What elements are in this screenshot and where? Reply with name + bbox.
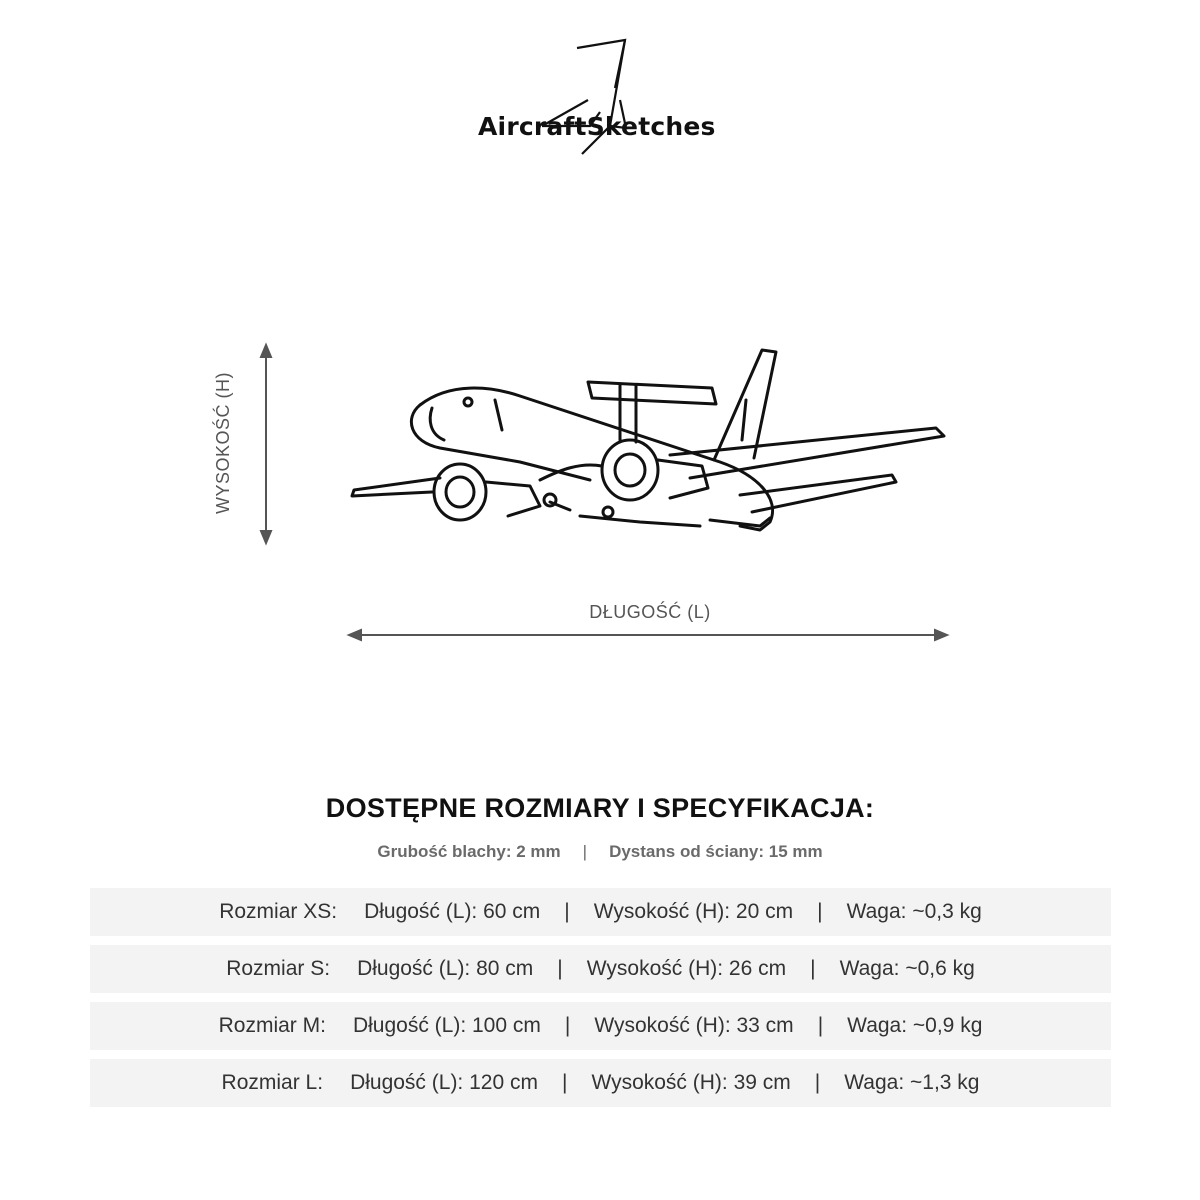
wall-distance: Dystans od ściany: 15 mm xyxy=(609,842,823,861)
size-height: Wysokość (H): 26 cm xyxy=(586,957,787,980)
separator: | xyxy=(557,957,563,980)
aircraft-silhouette-icon xyxy=(340,330,960,560)
size-weight: Waga: ~0,3 kg xyxy=(846,900,982,923)
size-row xyxy=(90,888,1111,936)
size-height: Wysokość (H): 20 cm xyxy=(593,900,794,923)
size-weight: Waga: ~1,3 kg xyxy=(844,1071,980,1094)
height-label: WYSOKOŚĆ (H) xyxy=(213,372,233,515)
sheet-thickness: Grubość blachy: 2 mm xyxy=(377,842,561,861)
size-height: Wysokość (H): 33 cm xyxy=(594,1014,794,1037)
brand-name: AircraftSketches xyxy=(478,112,716,141)
size-length: Długość (L): 60 cm xyxy=(364,900,541,923)
height-arrow-top xyxy=(261,345,271,357)
separator: | xyxy=(814,1071,821,1094)
height-arrow-bottom xyxy=(261,531,271,543)
size-weight: Waga: ~0,6 kg xyxy=(839,957,975,980)
size-row xyxy=(90,1002,1111,1050)
length-arrow-right xyxy=(935,630,947,640)
size-length: Długość (L): 100 cm xyxy=(352,1014,541,1037)
separator: | xyxy=(582,842,588,861)
separator: | xyxy=(817,1014,824,1037)
size-name: Rozmiar S: xyxy=(226,957,331,980)
size-row xyxy=(90,1059,1111,1107)
size-name: Rozmiar L: xyxy=(221,1071,324,1094)
length-label: DŁUGOŚĆ (L) xyxy=(589,602,711,622)
specs-title: DOSTĘPNE ROZMIARY I SPECYFIKACJA: xyxy=(325,793,875,823)
size-row xyxy=(90,945,1111,993)
length-arrow-left xyxy=(349,630,361,640)
size-name: Rozmiar XS: xyxy=(219,900,338,923)
size-weight: Waga: ~0,9 kg xyxy=(847,1014,983,1037)
size-height: Wysokość (H): 39 cm xyxy=(591,1071,791,1094)
size-length: Długość (L): 80 cm xyxy=(357,957,534,980)
size-length: Długość (L): 120 cm xyxy=(350,1071,538,1094)
separator: | xyxy=(817,900,823,923)
separator: | xyxy=(564,1014,571,1037)
separator: | xyxy=(561,1071,568,1094)
size-name: Rozmiar M: xyxy=(218,1014,326,1037)
specs-subtitle xyxy=(0,842,1200,862)
separator: | xyxy=(810,957,816,980)
separator: | xyxy=(564,900,570,923)
